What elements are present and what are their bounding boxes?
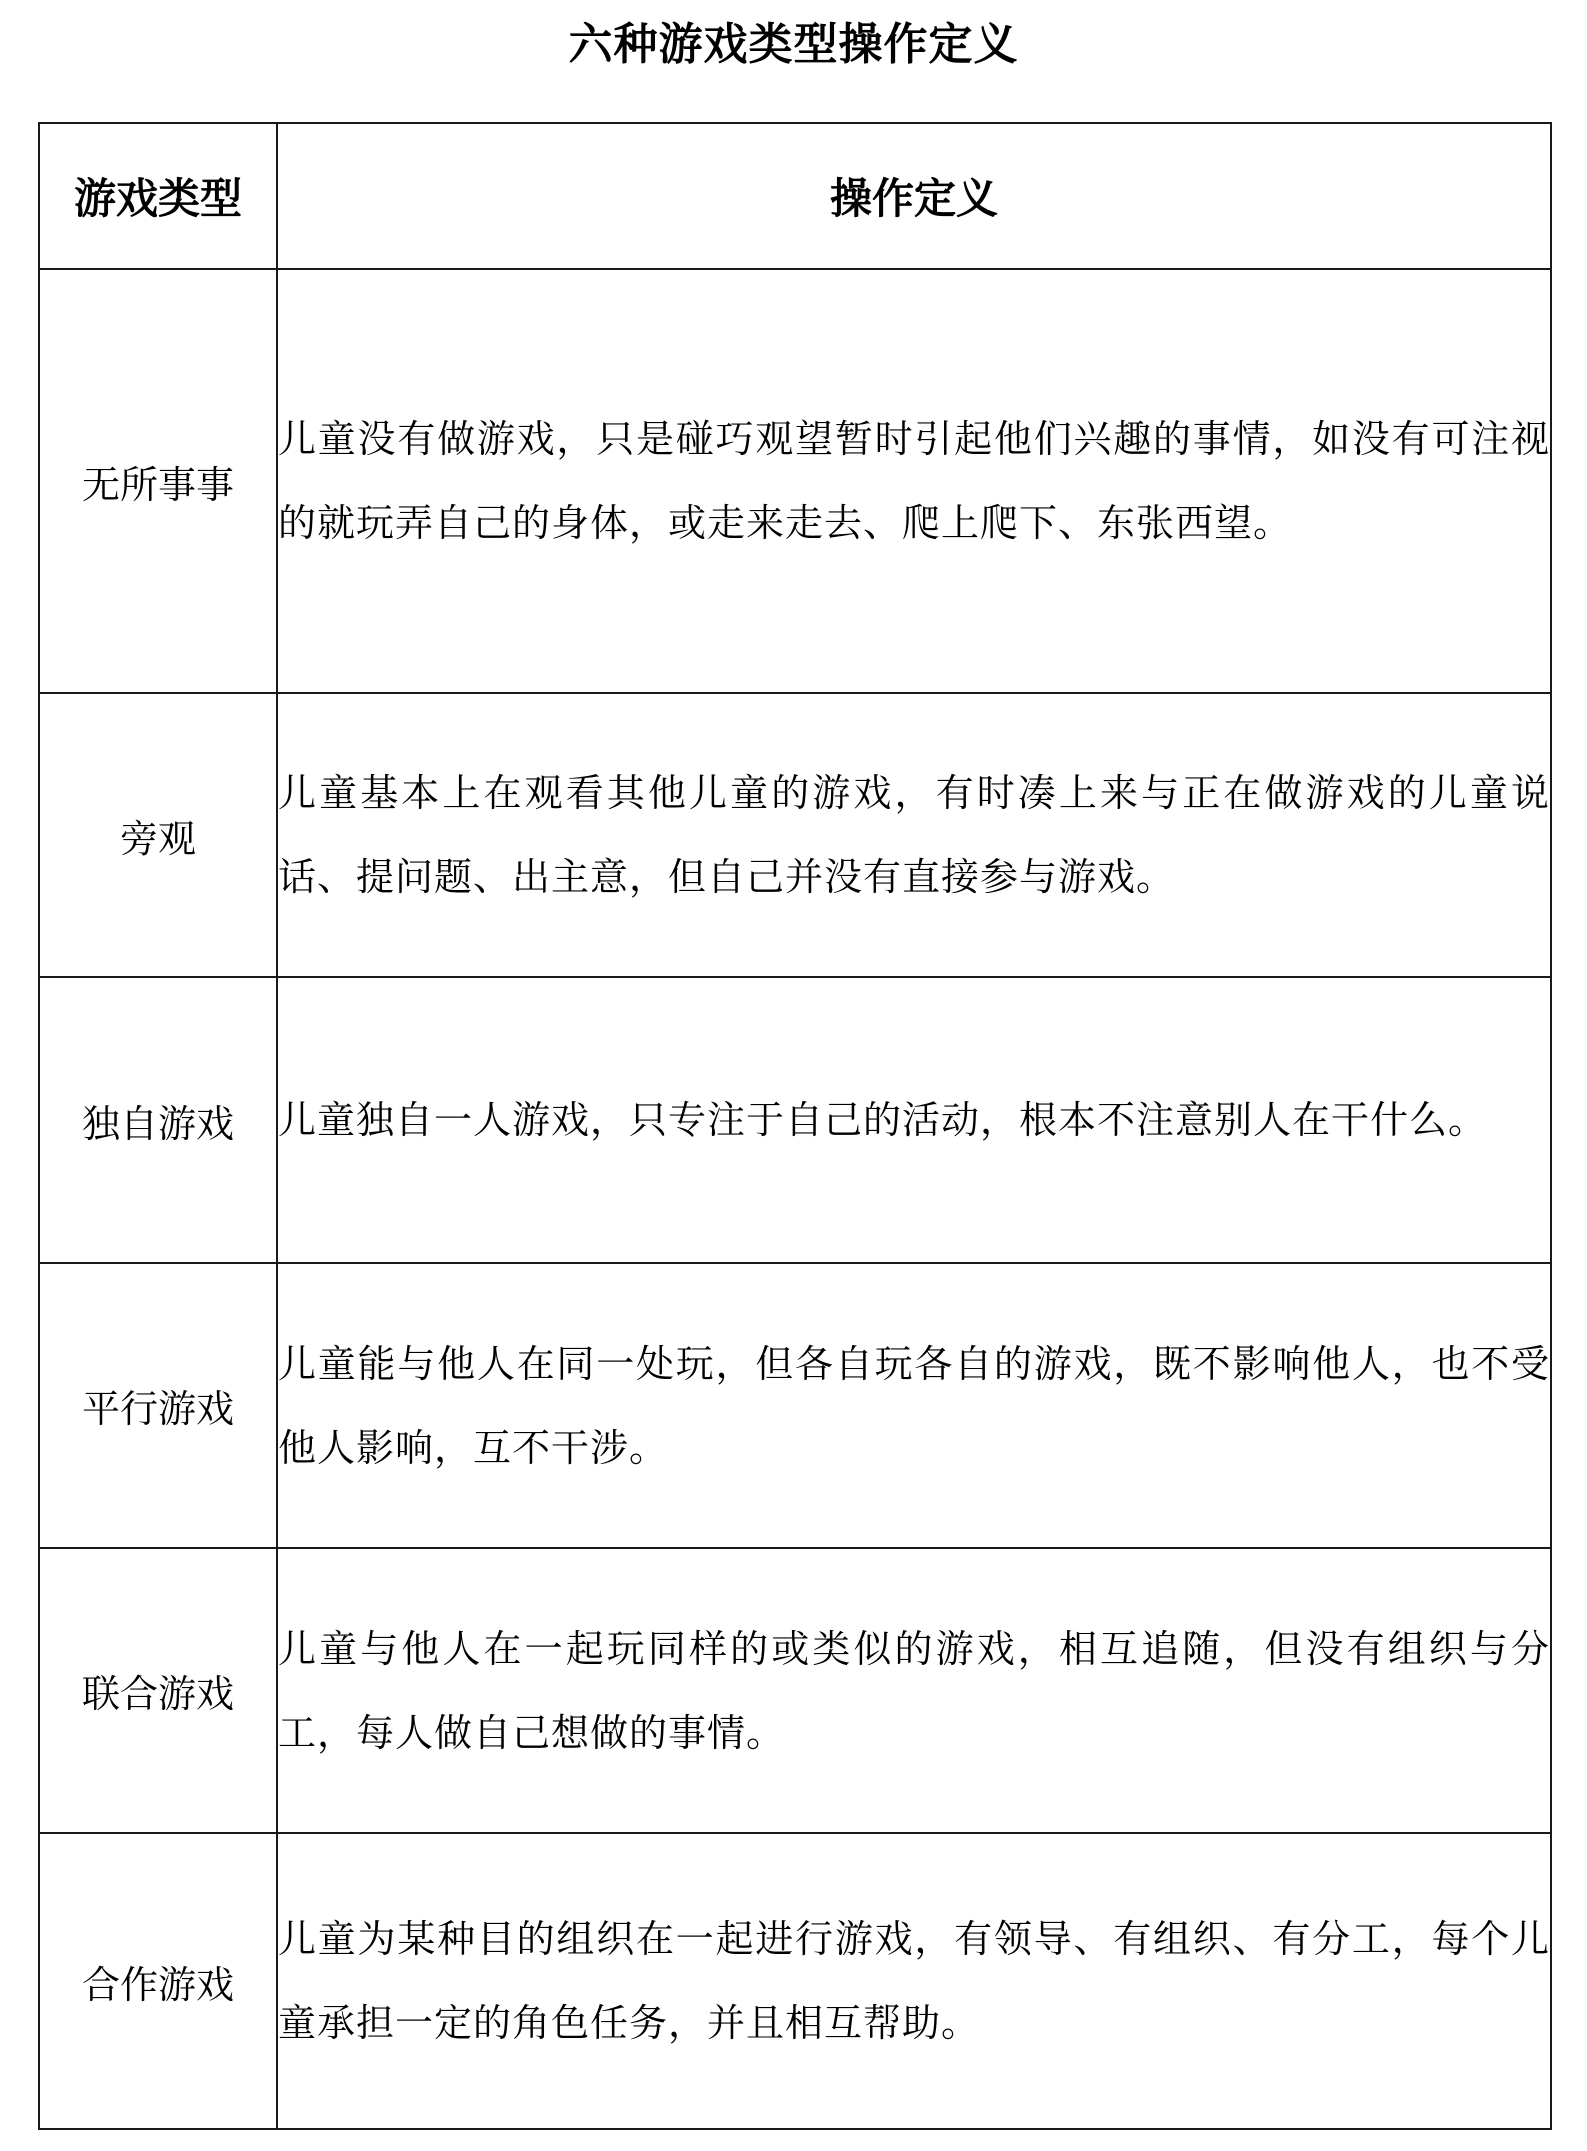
definition-cell: 儿童为某种目的组织在一起进行游戏，有领导、有组织、有分工，每个儿童承担一定的角色任务，并且相互帮助。 — [277, 1833, 1551, 2129]
game-type-cell: 合作游戏 — [39, 1833, 277, 2129]
table-header-row — [39, 123, 1551, 269]
table-row — [39, 1833, 1551, 2129]
definition-cell: 儿童没有做游戏，只是碰巧观望暂时引起他们兴趣的事情，如没有可注视的就玩弄自己的身体，或走来走去、爬上爬下、东张西望。 — [277, 269, 1551, 693]
definition-cell: 儿童独自一人游戏，只专注于自己的活动，根本不注意别人在干什么。 — [277, 977, 1551, 1263]
header-definition: 操作定义 — [277, 123, 1551, 269]
definition-cell: 儿童能与他人在同一处玩，但各自玩各自的游戏，既不影响他人，也不受他人影响，互不干涉。 — [277, 1263, 1551, 1548]
definition-cell: 儿童基本上在观看其他儿童的游戏，有时凑上来与正在做游戏的儿童说话、提问题、出主意，但自己并没有直接参与游戏。 — [277, 693, 1551, 977]
definition-cell: 儿童与他人在一起玩同样的或类似的游戏，相互追随，但没有组织与分工，每人做自己想做的事情。 — [277, 1548, 1551, 1833]
table-row — [39, 693, 1551, 977]
definition-table — [38, 122, 1552, 2130]
game-type-cell: 平行游戏 — [39, 1263, 277, 1548]
game-type-cell: 独自游戏 — [39, 977, 277, 1263]
table-row — [39, 269, 1551, 693]
table-row — [39, 1263, 1551, 1548]
game-type-cell: 无所事事 — [39, 269, 277, 693]
header-game-type: 游戏类型 — [39, 123, 277, 269]
table-row — [39, 977, 1551, 1263]
page-title: 六种游戏类型操作定义 — [568, 19, 1019, 70]
game-type-cell: 联合游戏 — [39, 1548, 277, 1833]
game-type-cell: 旁观 — [39, 693, 277, 977]
table-row — [39, 1548, 1551, 1833]
